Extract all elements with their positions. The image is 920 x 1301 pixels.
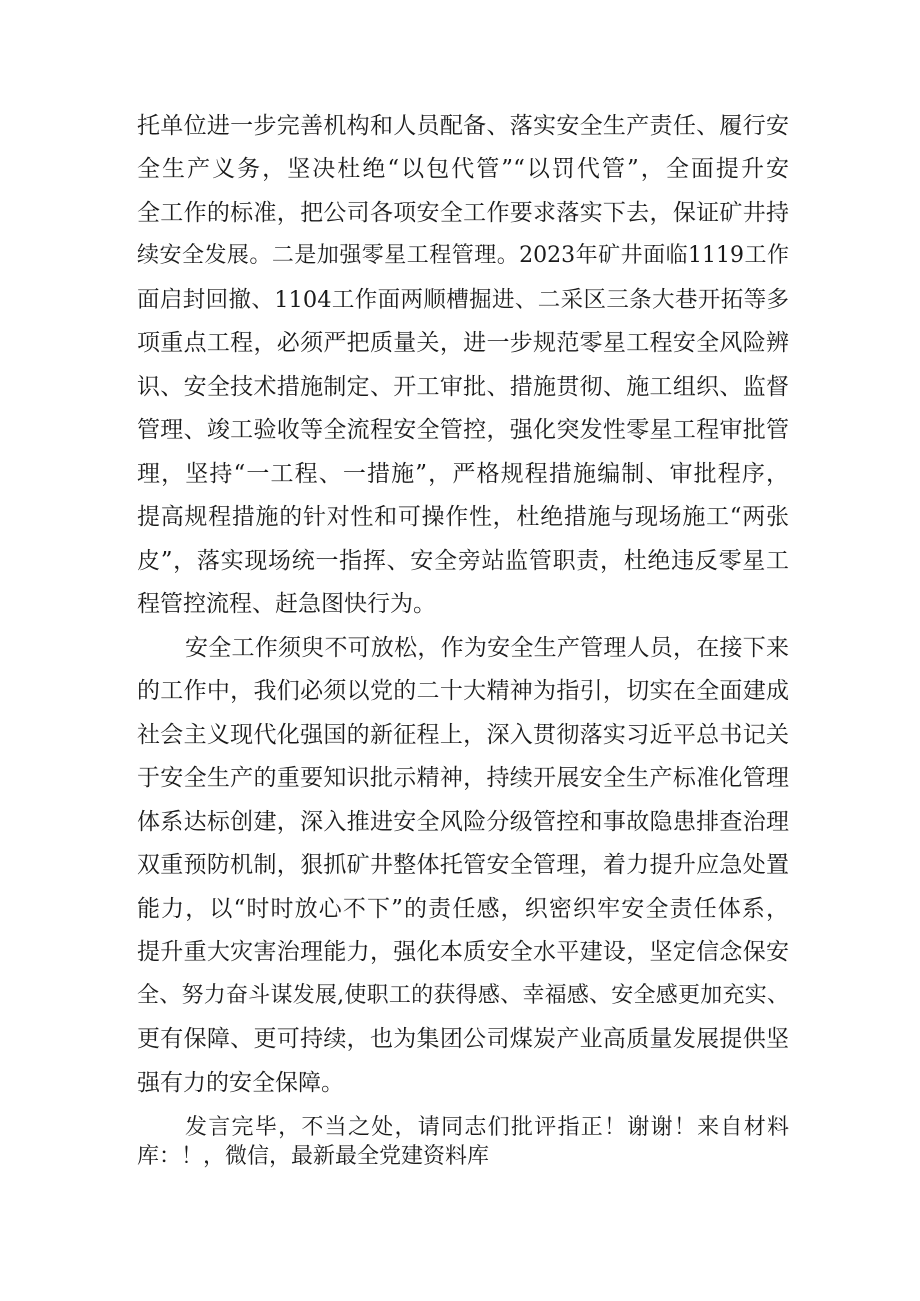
paragraph-1-line-12: 程管控流程、赶急图快行为。 bbox=[137, 591, 436, 617]
paragraph-2-line-7: 能力，以“时时放心不下”的责任感，织密织牢安全责任体系， bbox=[137, 896, 789, 922]
paragraph-2-line-2: 的工作中，我们必须以党的二十大精神为指引，切实在全面建成 bbox=[137, 678, 789, 704]
paragraph-1-line-6: 项重点工程，必须严把质量关，进一步规范零星工程安全风险辨 bbox=[137, 330, 789, 356]
paragraph-1-line-2: 全生产义务，坚决杜绝“以包代管”“以罚代管”，全面提升安 bbox=[137, 156, 789, 182]
paragraph-2-line-4: 于安全生产的重要知识批示精神，持续开展安全生产标准化管理 bbox=[137, 765, 789, 791]
paragraph-1-line-7: 识、安全技术措施制定、开工审批、措施贯彻、施工组织、监督 bbox=[137, 374, 789, 400]
paragraph-1-line-1: 托单位进一步完善机构和人员配备、落实安全生产责任、履行安 bbox=[137, 113, 789, 139]
paragraph-1-line-3: 全工作的标准，把公司各项安全工作要求落实下去，保证矿井持 bbox=[137, 200, 789, 226]
paragraph-2-line-5: 体系达标创建，深入推进安全风险分级管控和事故隐患排查治理 bbox=[137, 809, 789, 835]
paragraph-1-line-8: 管理、竣工验收等全流程安全管控，强化突发性零星工程审批管 bbox=[137, 417, 789, 443]
paragraph-2-line-3: 社会主义现代化强国的新征程上，深入贯彻落实习近平总书记关 bbox=[137, 722, 789, 748]
paragraph-1-line-4: 续安全发展。二是加强零星工程管理。2023年矿井面临1119工作 bbox=[137, 243, 789, 268]
paragraph-2-line-10: 更有保障、更可持续，也为集团公司煤炭产业高质量发展提供坚 bbox=[137, 1026, 789, 1052]
paragraph-2-line-11: 强有力的安全保障。 bbox=[137, 1070, 344, 1096]
paragraph-1-line-9: 理，坚持“一工程、一措施”，严格规程措施编制、审批程序， bbox=[137, 461, 789, 487]
paragraph-1-line-5: 面启封回撤、1104工作面两顺槽掘进、二采区三条大巷开拓等多 bbox=[137, 287, 789, 313]
paragraph-2-line-8: 提升重大灾害治理能力，强化本质安全水平建设，坚定信念保安 bbox=[137, 939, 789, 965]
paragraph-1-line-10: 提高规程措施的针对性和可操作性，杜绝措施与现场施工“两张 bbox=[137, 504, 789, 530]
paragraph-2-line-6: 双重预防机制，狠抓矿井整体托管安全管理，着力提升应急处置 bbox=[137, 852, 789, 878]
closing-line-1: 发言完毕，不当之处，请同志们批评指正！谢谢！来自材料 bbox=[185, 1115, 789, 1140]
closing-line-2: 库：！，微信，最新最全党建资料库 bbox=[137, 1144, 490, 1169]
paragraph-1-line-11: 皮”，落实现场统一指挥、安全旁站监管职责，杜绝违反零星工 bbox=[137, 548, 789, 574]
paragraph-2-line-9: 全、努力奋斗谋发展,使职工的获得感、幸福感、安全感更加充实、 bbox=[137, 983, 789, 1008]
paragraph-2-line-1: 安全工作须臾不可放松，作为安全生产管理人员，在接下来 bbox=[185, 635, 789, 661]
